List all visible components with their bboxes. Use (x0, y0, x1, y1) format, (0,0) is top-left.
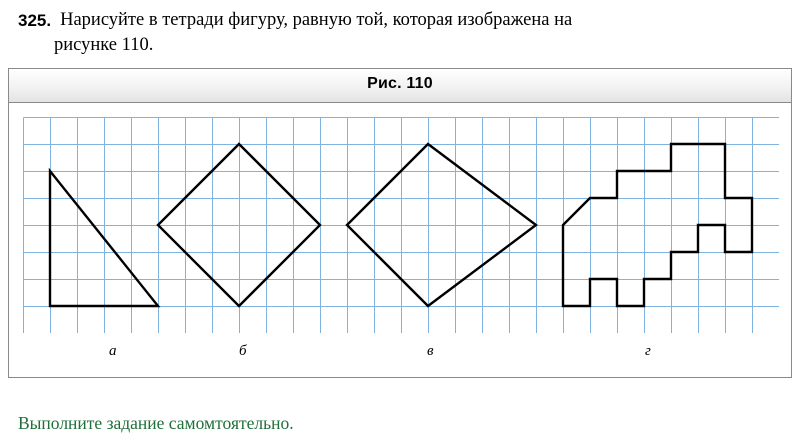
figure-caption: Рис. 110 (367, 75, 433, 92)
shape-stepped-arch (563, 144, 752, 306)
exercise-line-2: рисунке 110. (54, 35, 154, 55)
shape-kite (347, 144, 536, 306)
shape-rhombus (158, 144, 320, 306)
shape-label-g: г (645, 343, 651, 359)
figure-caption-bar (9, 69, 791, 103)
exercise-heading (18, 8, 782, 58)
exercise-text (18, 8, 782, 58)
shape-right-triangle (50, 171, 158, 306)
shape-label-a: а (109, 343, 117, 359)
exercise-line-1: Нарисуйте в тетради фигуру, равную той, которая изображена на (60, 10, 573, 30)
grid-area (23, 117, 779, 339)
footer-note: Выполните задание самомтоятельно. (18, 413, 294, 433)
shape-label-v: в (427, 343, 434, 359)
exercise-number: 325. (18, 11, 52, 30)
figure-shapes (23, 117, 779, 339)
shape-label-b: б (239, 343, 247, 359)
figure-block (8, 68, 792, 378)
